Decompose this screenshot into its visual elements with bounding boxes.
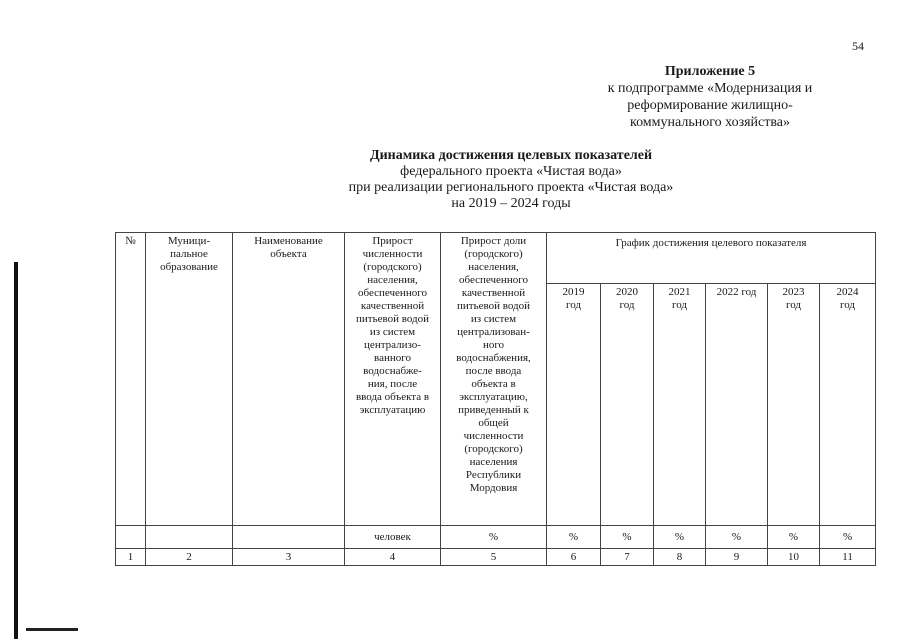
heading-title: Динамика достижения целевых показателей [369,148,653,163]
column-number: 4 [345,549,441,566]
header-population-growth: Прирост численности (городского) населения, обеспеченного качественной питьевой водой из систем централизо- ванного водоснабже- ния, после ввода объекта в эксплуатацию [345,233,441,526]
column-number-row [116,549,876,566]
units-cell-empty [116,526,146,549]
header-schedule: График достижения целевого показателя [547,233,876,284]
column-number: 6 [547,549,601,566]
column-number: 7 [601,549,654,566]
units-row [116,526,876,549]
appendix-title: Приложение 5 [664,64,756,79]
unit-cell: % [706,526,768,549]
header-year-2024: 2024 год [820,284,876,526]
header-year-2020: 2020 год [601,284,654,526]
unit-cell: % [547,526,601,549]
column-number: 3 [233,549,345,566]
header-year-2022: 2022 год [706,284,768,526]
scan-mark [26,628,78,631]
heading-line: на 2019 – 2024 годы [451,196,571,211]
appendix-block [560,63,860,131]
header-year-2023: 2023 год [768,284,820,526]
header-year-2021: 2021 год [654,284,706,526]
header-municipality: Муници- пальное образование [146,233,233,526]
column-number: 10 [768,549,820,566]
header-object-name: Наименование объекта [233,233,345,526]
column-number: 5 [441,549,547,566]
unit-cell: % [441,526,547,549]
column-number: 11 [820,549,876,566]
column-number: 8 [654,549,706,566]
page-number: 54 [852,39,864,53]
column-number: 2 [146,549,233,566]
appendix-line: коммунального хозяйства» [629,115,791,130]
appendix-line: реформирование жилищно- [627,98,793,113]
appendix-line: к подпрограмме «Модернизация и [607,81,813,96]
column-number: 1 [116,549,146,566]
heading-line: федерального проекта «Чистая вода» [400,164,622,179]
scan-edge-line [14,262,18,639]
heading-line: при реализации регионального проекта «Чистая вода» [348,180,674,195]
column-number: 9 [706,549,768,566]
unit-cell: % [768,526,820,549]
header-year-2019: 2019 год [547,284,601,526]
header-row-1 [116,233,876,284]
units-cell-empty [146,526,233,549]
unit-cell: % [601,526,654,549]
unit-cell: % [820,526,876,549]
unit-cell: % [654,526,706,549]
header-num: № [116,233,146,526]
header-share-growth: Прирост доли (городского) населения, обеспеченного качественной питьевой водой из систем централизован- ного водоснабжения, после ввода объекта в эксплуатацию, приведенный к общей численности (городского) населения Республики Мордовия [441,233,547,526]
unit-cell: человек [345,526,441,549]
document-heading [250,148,772,212]
target-indicators-table [115,232,876,566]
units-cell-empty [233,526,345,549]
